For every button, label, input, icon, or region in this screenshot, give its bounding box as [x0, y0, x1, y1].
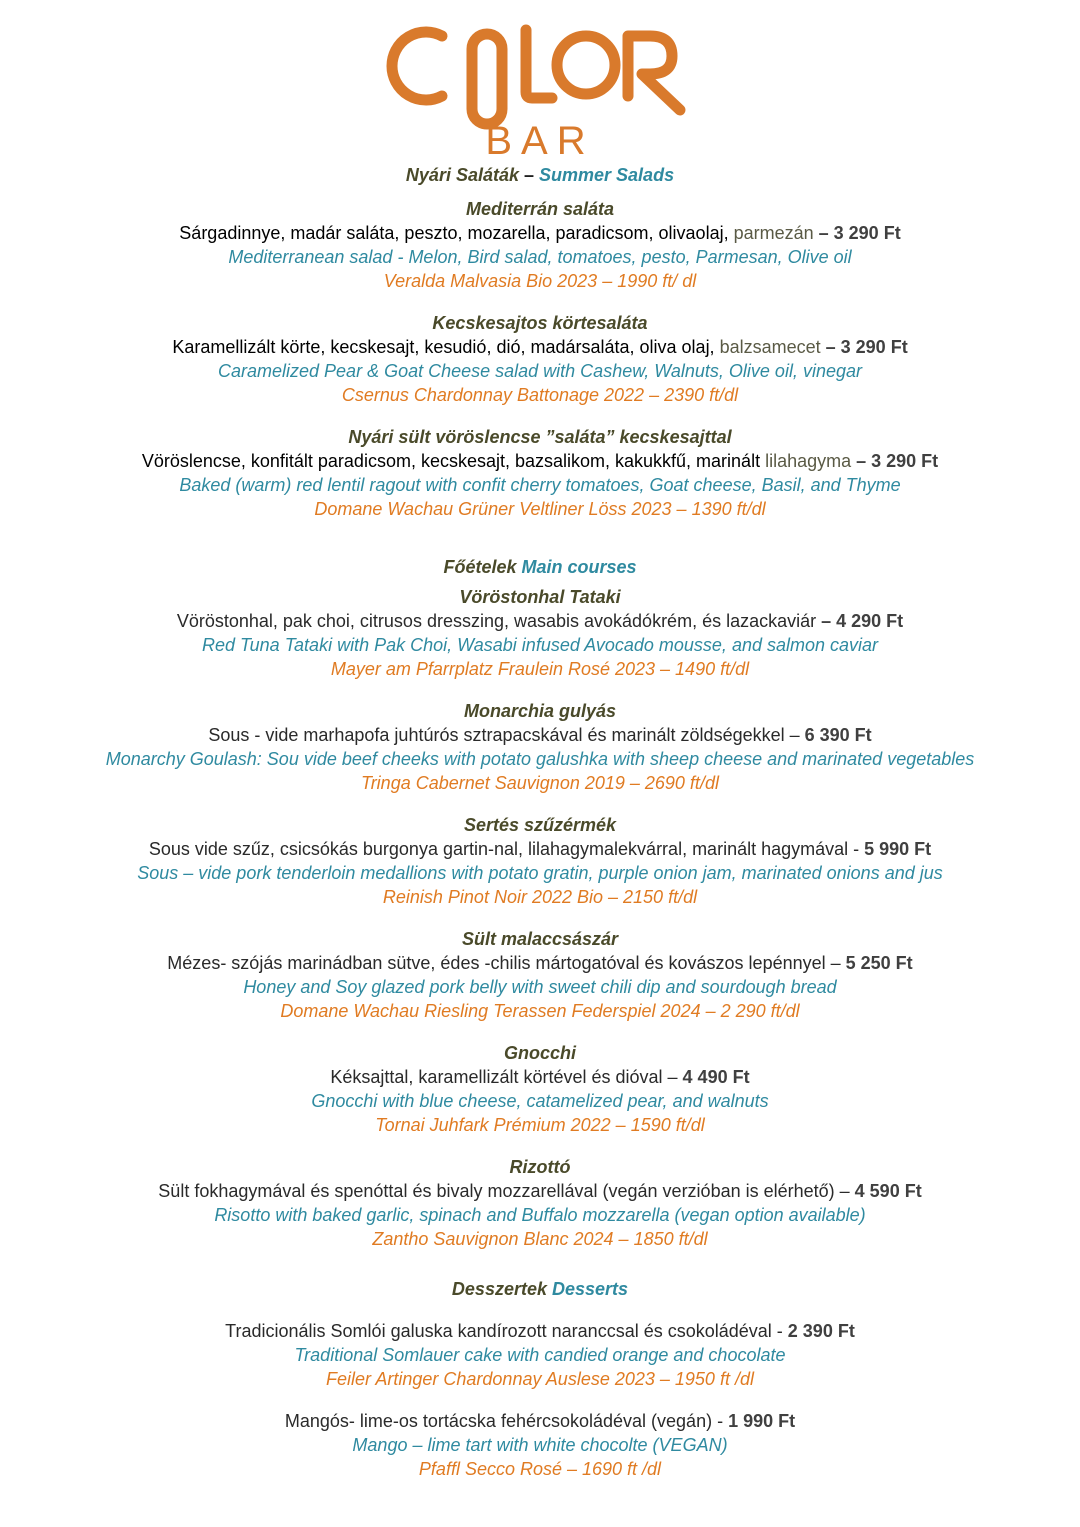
logo-sub-text: BAR — [485, 119, 595, 163]
item-description-tail: lilahagyma — [765, 451, 852, 471]
item-price: – 3 290 Ft — [813, 223, 901, 243]
menu-item — [0, 311, 1080, 407]
menu-item — [0, 1319, 1080, 1391]
item-price: 2 390 Ft — [787, 1321, 855, 1341]
item-price: – 4 290 Ft — [816, 611, 904, 631]
item-english: Mediterranean salad - Melon, Bird salad, tomatoes, pesto, Parmesan, Olive oil — [228, 247, 852, 267]
item-name: Rizottó — [509, 1157, 571, 1177]
item-description: Kéksajttal, karamellizált körtével és dióval – 4 490 Ft — [330, 1067, 750, 1087]
section-title-en: Desserts — [552, 1279, 629, 1299]
item-description-tail: parmezán — [733, 223, 814, 243]
item-name: Mediterrán saláta — [465, 199, 615, 219]
item-description: Vöröslencse, konfitált paradicsom, kecskesajt, bazsalikom, kakukkfű, marinált lilahagyma – 3 290 Ft — [141, 451, 939, 471]
section-title-en: Main courses — [521, 557, 637, 577]
menu-item — [0, 197, 1080, 293]
item-name: Vöröstonhal Tataki — [459, 587, 621, 607]
item-name: Kecskesajtos körtesaláta — [432, 313, 648, 333]
section-title-mains — [0, 555, 1080, 579]
item-english: Honey and Soy glazed pork belly with sweet chili dip and sourdough bread — [243, 977, 837, 997]
item-wine: Feiler Artinger Chardonnay Auslese 2023 – 1950 ft /dl — [326, 1369, 754, 1389]
section-title-en: Summer Salads — [539, 165, 675, 185]
item-name: Gnocchi — [503, 1043, 576, 1063]
item-price: – 3 290 Ft — [851, 451, 939, 471]
item-price: 4 490 Ft — [682, 1067, 750, 1087]
section-title-separator: – — [519, 165, 540, 185]
menu-item — [0, 1409, 1080, 1481]
item-wine: Tornai Juhfark Prémium 2022 – 1590 ft/dl — [375, 1115, 705, 1135]
item-price: – 3 290 Ft — [820, 337, 908, 357]
item-price: 1 990 Ft — [728, 1411, 796, 1431]
item-wine: Mayer am Pfarrplatz Fraulein Rosé 2023 – 1490 ft/dl — [330, 659, 750, 679]
menu-item — [0, 425, 1080, 521]
section-title-hu: Főételek — [443, 557, 517, 577]
item-english: Caramelized Pear & Goat Cheese salad with Cashew, Walnuts, Olive oil, vinegar — [218, 361, 862, 381]
section-title-desserts — [0, 1277, 1080, 1301]
item-name: Nyári sült vöröslencse ”saláta” kecskesajttal — [348, 427, 732, 447]
section-title-hu: Nyári Saláták — [405, 165, 519, 185]
item-description: Karamellizált körte, kecskesajt, kesudió, dió, madársaláta, oliva olaj, balzsamecet – 3 290 Ft — [172, 337, 908, 357]
item-description: Vöröstonhal, pak choi, citrusos dresszing, wasabis avokádókrém, és lazackaviár – 4 290 Ft — [176, 611, 904, 631]
menu-content — [0, 163, 1080, 1481]
menu-item — [0, 813, 1080, 909]
item-description: Sous - vide marhapofa juhtúrós sztrapacskával és marinált zöldségekkel – 6 390 Ft — [208, 725, 872, 745]
item-english: Risotto with baked garlic, spinach and Buffalo mozzarella (vegan option available) — [214, 1205, 866, 1225]
item-english: Gnocchi with blue cheese, catamelized pear, and walnuts — [311, 1091, 769, 1111]
item-description: Sous vide szűz, csicsókás burgonya gartin-nal, lilahagymalekvárral, marinált hagymával - 5 990 Ft — [148, 839, 932, 859]
item-description: Sárgadinnye, madár saláta, peszto, mozarella, paradicsom, olivaolaj, parmezán – 3 290 Ft — [179, 223, 901, 243]
item-english: Baked (warm) red lentil ragout with confit cherry tomatoes, Goat cheese, Basil, and Thyme — [179, 475, 901, 495]
item-wine: Domane Wachau Riesling Terassen Federspiel 2024 – 2 290 ft/dl — [280, 1001, 800, 1021]
item-description: Sült fokhagymával és spenóttal és bivaly mozzarellával (vegán verzióban is elérhető) – 4 590 Ft — [158, 1181, 922, 1201]
item-english: Traditional Somlauer cake with candied orange and chocolate — [294, 1345, 786, 1365]
item-wine: Zantho Sauvignon Blanc 2024 – 1850 ft/dl — [372, 1229, 708, 1249]
menu-item — [0, 1155, 1080, 1251]
item-name: Monarchia gulyás — [463, 701, 617, 721]
section-title-hu: Desszertek — [451, 1279, 547, 1299]
menu-item — [0, 585, 1080, 681]
item-wine: Veralda Malvasia Bio 2023 – 1990 ft/ dl — [383, 271, 697, 291]
menu-item — [0, 699, 1080, 795]
menu-item — [0, 1041, 1080, 1137]
item-description: Mézes- szójás marinádban sütve, édes -chilis mártogatóval és kovászos lepénnyel – 5 250 Ft — [167, 953, 913, 973]
item-wine: Reinish Pinot Noir 2022 Bio – 2150 ft/dl — [382, 887, 698, 907]
item-english: Sous – vide pork tenderloin medallions with potato gratin, purple onion jam, marinated onions and jus — [137, 863, 943, 883]
item-english: Mango – lime tart with white chocolte (VEGAN) — [352, 1435, 728, 1455]
item-english: Monarchy Goulash: Sou vide beef cheeks with potato galushka with sheep cheese and marinated vegetables — [105, 749, 975, 769]
item-wine: Pfaffl Secco Rosé – 1690 ft /dl — [418, 1459, 662, 1479]
item-description: Mangós- lime-os tortácska fehércsokoládéval (vegán) - 1 990 Ft — [284, 1411, 796, 1431]
item-name: Sertés szűzérmék — [463, 815, 617, 835]
item-name: Sült malaccsászár — [461, 929, 619, 949]
logo-mark — [380, 14, 700, 164]
item-wine: Csernus Chardonnay Battonage 2022 – 2390 ft/dl — [341, 385, 739, 405]
item-price: 5 250 Ft — [845, 953, 913, 973]
item-english: Red Tuna Tataki with Pak Choi, Wasabi infused Avocado mousse, and salmon caviar — [201, 635, 879, 655]
item-price: 5 990 Ft — [864, 839, 932, 859]
item-wine: Domane Wachau Grüner Veltliner Löss 2023 – 1390 ft/dl — [314, 499, 766, 519]
color-bar-logo — [0, 14, 1080, 164]
item-price: 4 590 Ft — [854, 1181, 922, 1201]
item-description: Tradicionális Somlói galuska kandírozott naranccsal és csokoládéval - 2 390 Ft — [225, 1321, 855, 1341]
item-description-tail: balzsamecet — [719, 337, 821, 357]
menu-item — [0, 927, 1080, 1023]
item-wine: Tringa Cabernet Sauvignon 2019 – 2690 ft/dl — [361, 773, 719, 793]
section-title-salads — [0, 163, 1080, 187]
item-price: 6 390 Ft — [804, 725, 872, 745]
